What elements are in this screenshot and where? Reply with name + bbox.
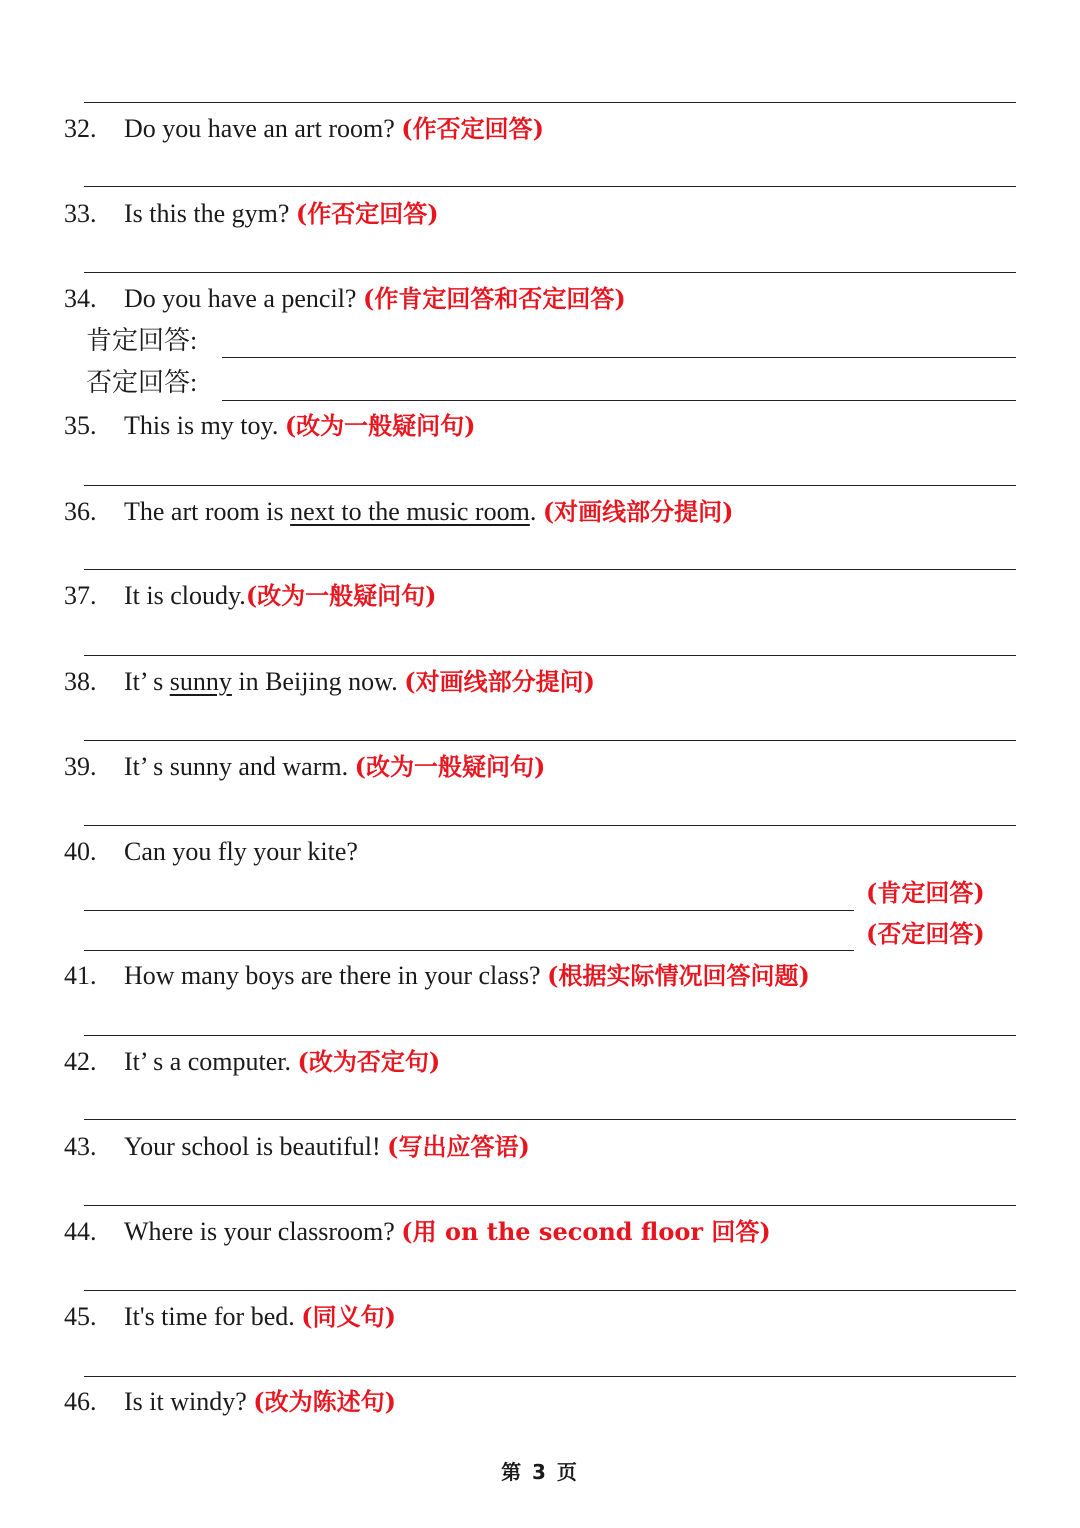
question-number: 34.	[64, 284, 97, 313]
answer-line[interactable]	[84, 485, 1016, 486]
affirmative-answer-note: (肯定回答)	[866, 878, 985, 907]
question-text: Is it windy?	[124, 1387, 254, 1416]
question-34	[64, 279, 626, 319]
instruction-note: (作否定回答)	[295, 199, 439, 228]
question-35	[64, 406, 476, 446]
instruction-note: (改为一般疑问句)	[284, 411, 476, 440]
question-text: The art room is	[124, 497, 291, 526]
instruction-note: (改为陈述句)	[253, 1387, 396, 1416]
page-number: 第 3 页	[501, 1460, 579, 1484]
question-number: 35.	[64, 411, 97, 440]
question-text: It’ s sunny and warm.	[124, 752, 355, 781]
question-number: 37.	[64, 581, 97, 610]
instruction-note: (作否定回答)	[401, 114, 544, 143]
question-number: 40.	[64, 837, 97, 866]
negative-answer-label: 否定回答:	[86, 368, 198, 397]
instruction-note: (根据实际情况回答问题)	[547, 961, 810, 990]
answer-line[interactable]	[84, 655, 1016, 656]
instruction-note: (写出应答语)	[387, 1132, 530, 1161]
answer-line[interactable]	[222, 357, 1016, 358]
answer-line[interactable]	[84, 102, 1016, 103]
question-text-end: in Beijing now.	[231, 667, 405, 696]
question-40	[64, 832, 358, 872]
question-38	[64, 662, 595, 702]
question-text: It’ s	[124, 667, 170, 696]
instruction-note: (改为否定句)	[297, 1047, 441, 1076]
answer-line[interactable]	[84, 950, 854, 951]
answer-line[interactable]	[84, 272, 1016, 273]
question-number: 45.	[64, 1302, 97, 1331]
question-37	[64, 576, 437, 616]
answer-line[interactable]	[84, 1290, 1016, 1291]
question-number: 42.	[64, 1047, 97, 1076]
question-number: 36.	[64, 497, 97, 526]
question-text: Do you have an art room?	[124, 114, 402, 143]
answer-line[interactable]	[84, 1119, 1016, 1120]
question-42	[64, 1042, 440, 1082]
instruction-note: (用 on the second floor 回答)	[401, 1217, 771, 1246]
question-text: It's time for bed.	[124, 1302, 302, 1331]
question-text: Where is your classroom?	[124, 1217, 402, 1246]
question-text: Do you have a pencil?	[124, 284, 363, 313]
underlined-phrase: sunny	[169, 667, 232, 696]
question-45	[64, 1297, 396, 1337]
question-number: 43.	[64, 1132, 97, 1161]
question-text-end: .	[529, 497, 543, 526]
instruction-note: (改为一般疑问句)	[245, 581, 437, 610]
question-number: 38.	[64, 667, 97, 696]
answer-line[interactable]	[84, 186, 1016, 187]
instruction-note: (作肯定回答和否定回答)	[362, 284, 626, 313]
affirmative-answer-label: 肯定回答:	[86, 326, 198, 355]
question-text: How many boys are there in your class?	[124, 961, 548, 990]
question-41	[64, 956, 810, 996]
underlined-phrase: next to the music room	[290, 497, 530, 526]
question-text: It’ s a computer.	[124, 1047, 298, 1076]
question-46	[64, 1382, 396, 1422]
answer-line[interactable]	[84, 740, 1016, 741]
answer-line[interactable]	[84, 1376, 1016, 1377]
answer-line[interactable]	[222, 400, 1016, 401]
answer-line[interactable]	[84, 1035, 1016, 1036]
question-43	[64, 1127, 530, 1167]
negative-answer-note: (否定回答)	[866, 919, 985, 948]
question-33	[64, 194, 439, 234]
question-number: 33.	[64, 199, 97, 228]
question-number: 39.	[64, 752, 97, 781]
question-44	[64, 1212, 771, 1252]
answer-line[interactable]	[84, 569, 1016, 570]
question-text: It is cloudy.	[124, 581, 246, 610]
question-text: Can you fly your kite?	[124, 837, 358, 866]
instruction-note: (改为一般疑问句)	[354, 752, 546, 781]
answer-line[interactable]	[84, 910, 854, 911]
instruction-note: (同义句)	[301, 1302, 396, 1331]
question-number: 32.	[64, 114, 97, 143]
question-36	[64, 492, 734, 532]
answer-line[interactable]	[84, 825, 1016, 826]
question-number: 46.	[64, 1387, 97, 1416]
question-text: This is my toy.	[124, 411, 285, 440]
question-text: Your school is beautiful!	[124, 1132, 388, 1161]
question-number: 44.	[64, 1217, 97, 1246]
question-number: 41.	[64, 961, 97, 990]
question-text: Is this the gym?	[124, 199, 296, 228]
instruction-note: (对画线部分提问)	[542, 497, 734, 526]
question-32	[64, 109, 544, 149]
answer-line[interactable]	[84, 1205, 1016, 1206]
question-39	[64, 747, 545, 787]
instruction-note: (对画线部分提问)	[404, 667, 595, 696]
